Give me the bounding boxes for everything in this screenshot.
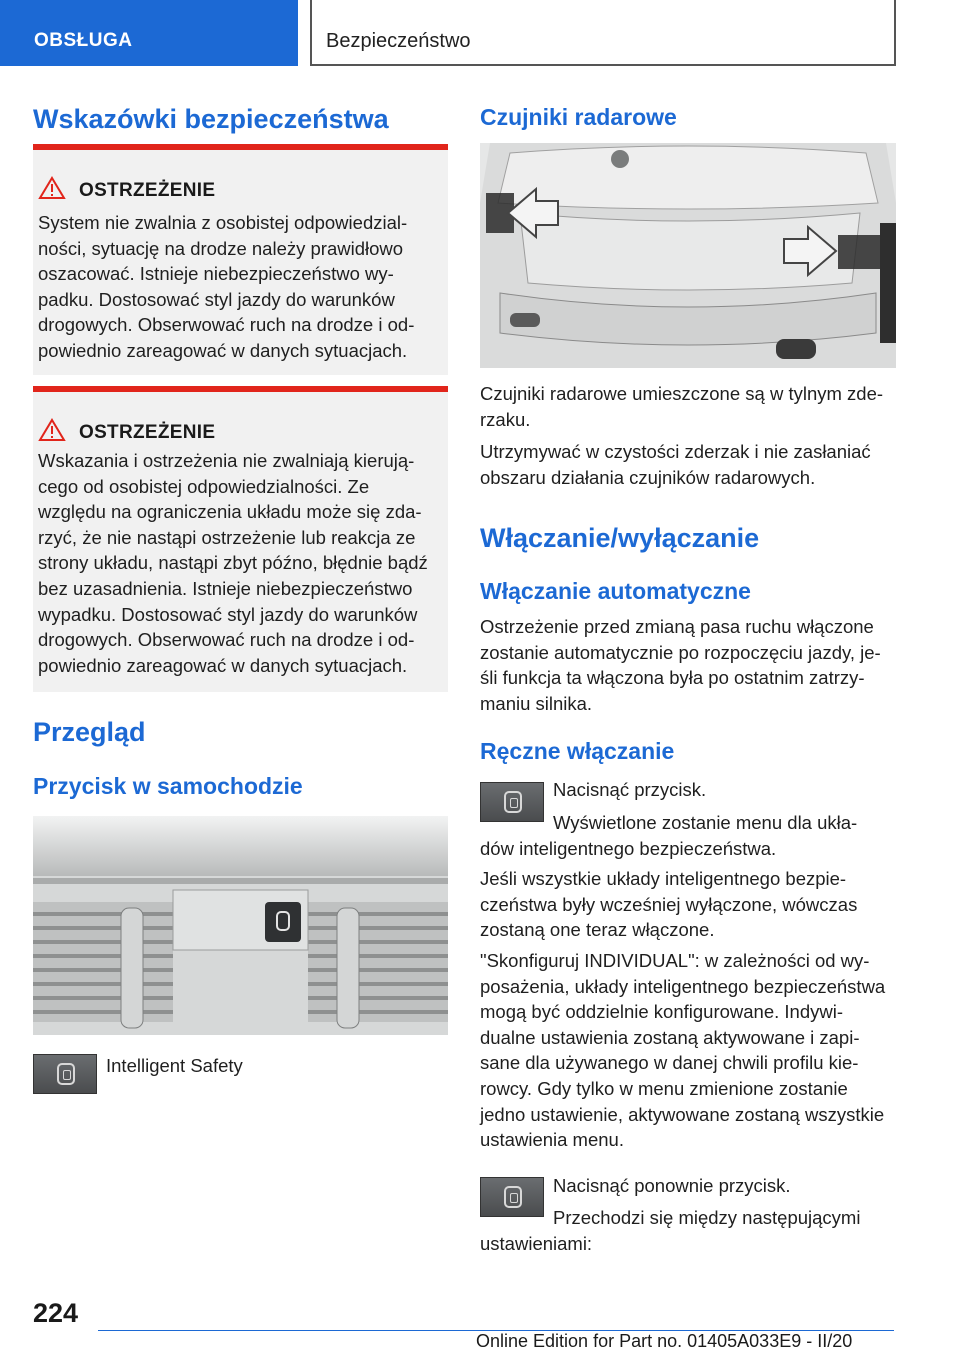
warning-text: System nie zwalnia z osobistej odpowiedzial- ności, sytuację na drodze należy prawidłowo oszacować. Istnieje niebezpieczeństwo wy- padku. Dostosować styl jazdy do warunków drogowych. Obserwować ruch na drodze i od- powiednio zareagować w danych sytuacjach. — [38, 212, 415, 361]
warning-text: Wskazania i ostrzeżenia nie zwalniają kierują- cego od osobistej odpowiedzialności. Ze względu na ograniczenia układu może się zda- rzyć, że nie nastąpi ostrzeżenie lub reakcja ze strony układu, nastąpi zbyt późno, błędnie bądź bez uzasadnienia. Istnieje niebezpieczeństwo wypadku. Dostosować styl jazdy do warunków drogowych. Obserwować ruch na drodze i od- powiednio zareagować w danych sytuacjach. — [38, 450, 428, 676]
button-in-car-title: Przycisk w samochodzie — [33, 773, 303, 799]
interior-button-photo — [33, 816, 448, 1035]
cycle-settings-text: Przechodzi się między następującymi ustawieniami: — [480, 1207, 861, 1254]
warning-box-2 — [33, 386, 448, 692]
overview-title: Przegląd — [33, 717, 146, 747]
radar-clean-text: Utrzymywać w czystości zderzak i nie zasłaniać obszaru działania czujników radarowych. — [480, 441, 871, 488]
warning-label: OSTRZEŻENIE — [79, 180, 216, 201]
chapter-header — [310, 0, 896, 66]
section-label: OBSŁUGA — [34, 30, 133, 51]
step-press-button: Nacisnąć przycisk. — [553, 779, 707, 800]
rear-bumper-photo — [480, 143, 896, 368]
on-off-title: Włączanie/wyłączanie — [480, 523, 760, 553]
auto-on-title: Włączanie automatyczne — [480, 578, 751, 604]
intelligent-safety-button-icon — [33, 1054, 97, 1094]
section-title-safety: Wskazówki bezpieczeństwa — [33, 104, 389, 134]
page-number: 224 — [33, 1298, 79, 1328]
edition-info: Online Edition for Part no. 01405A033E9 - II/20 — [476, 1331, 853, 1351]
auto-on-text: Ostrzeżenie przed zmianą pasa ruchu włączone zostanie automatycznie po rozpoczęciu jazdy, je- śli funkcja ta włączona była po ostatnim zatrzy- maniu silnika. — [480, 616, 881, 714]
warning-icon — [38, 176, 66, 200]
button-caption: Intelligent Safety — [106, 1055, 243, 1076]
warning-label: OSTRZEŻENIE — [79, 422, 216, 443]
chapter-label: Bezpieczeństwo — [326, 30, 471, 52]
warning-icon — [38, 418, 66, 442]
section-tab[interactable] — [0, 0, 298, 66]
manual-on-title: Ręczne włączanie — [480, 738, 675, 764]
configure-individual-text: "Skonfiguruj INDIVIDUAL": w zależności od wy- posażenia, układy inteligentnego bezpieczeństwa mogą być oddzielnie konfigurowane. Indywi- dualne ustawienia zostaną aktywowane i zapi- sane dla używanego w danej chwili profilu kie- rowcy. Gdy tylko w menu zmienione zostanie jedno ustawienie, aktywowane zostaną wszystkie ustawienia menu. — [480, 950, 886, 1151]
systems-on-text: Jeśli wszystkie układy inteligentnego bezpie- czeństwa były wcześniej wyłączone, wówczas zostaną one teraz włączone. — [480, 868, 858, 941]
radar-sensors-title: Czujniki radarowe — [480, 104, 677, 130]
warning-box-1 — [33, 144, 448, 375]
radar-location-text: Czujniki radarowe umieszczone są w tylnym zde- rzaku. — [480, 383, 884, 430]
step-press-again: Nacisnąć ponownie przycisk. — [553, 1175, 791, 1196]
menu-displayed-text: Wyświetlone zostanie menu dla ukła- dów inteligentnego bezpieczeństwa. — [480, 812, 858, 859]
